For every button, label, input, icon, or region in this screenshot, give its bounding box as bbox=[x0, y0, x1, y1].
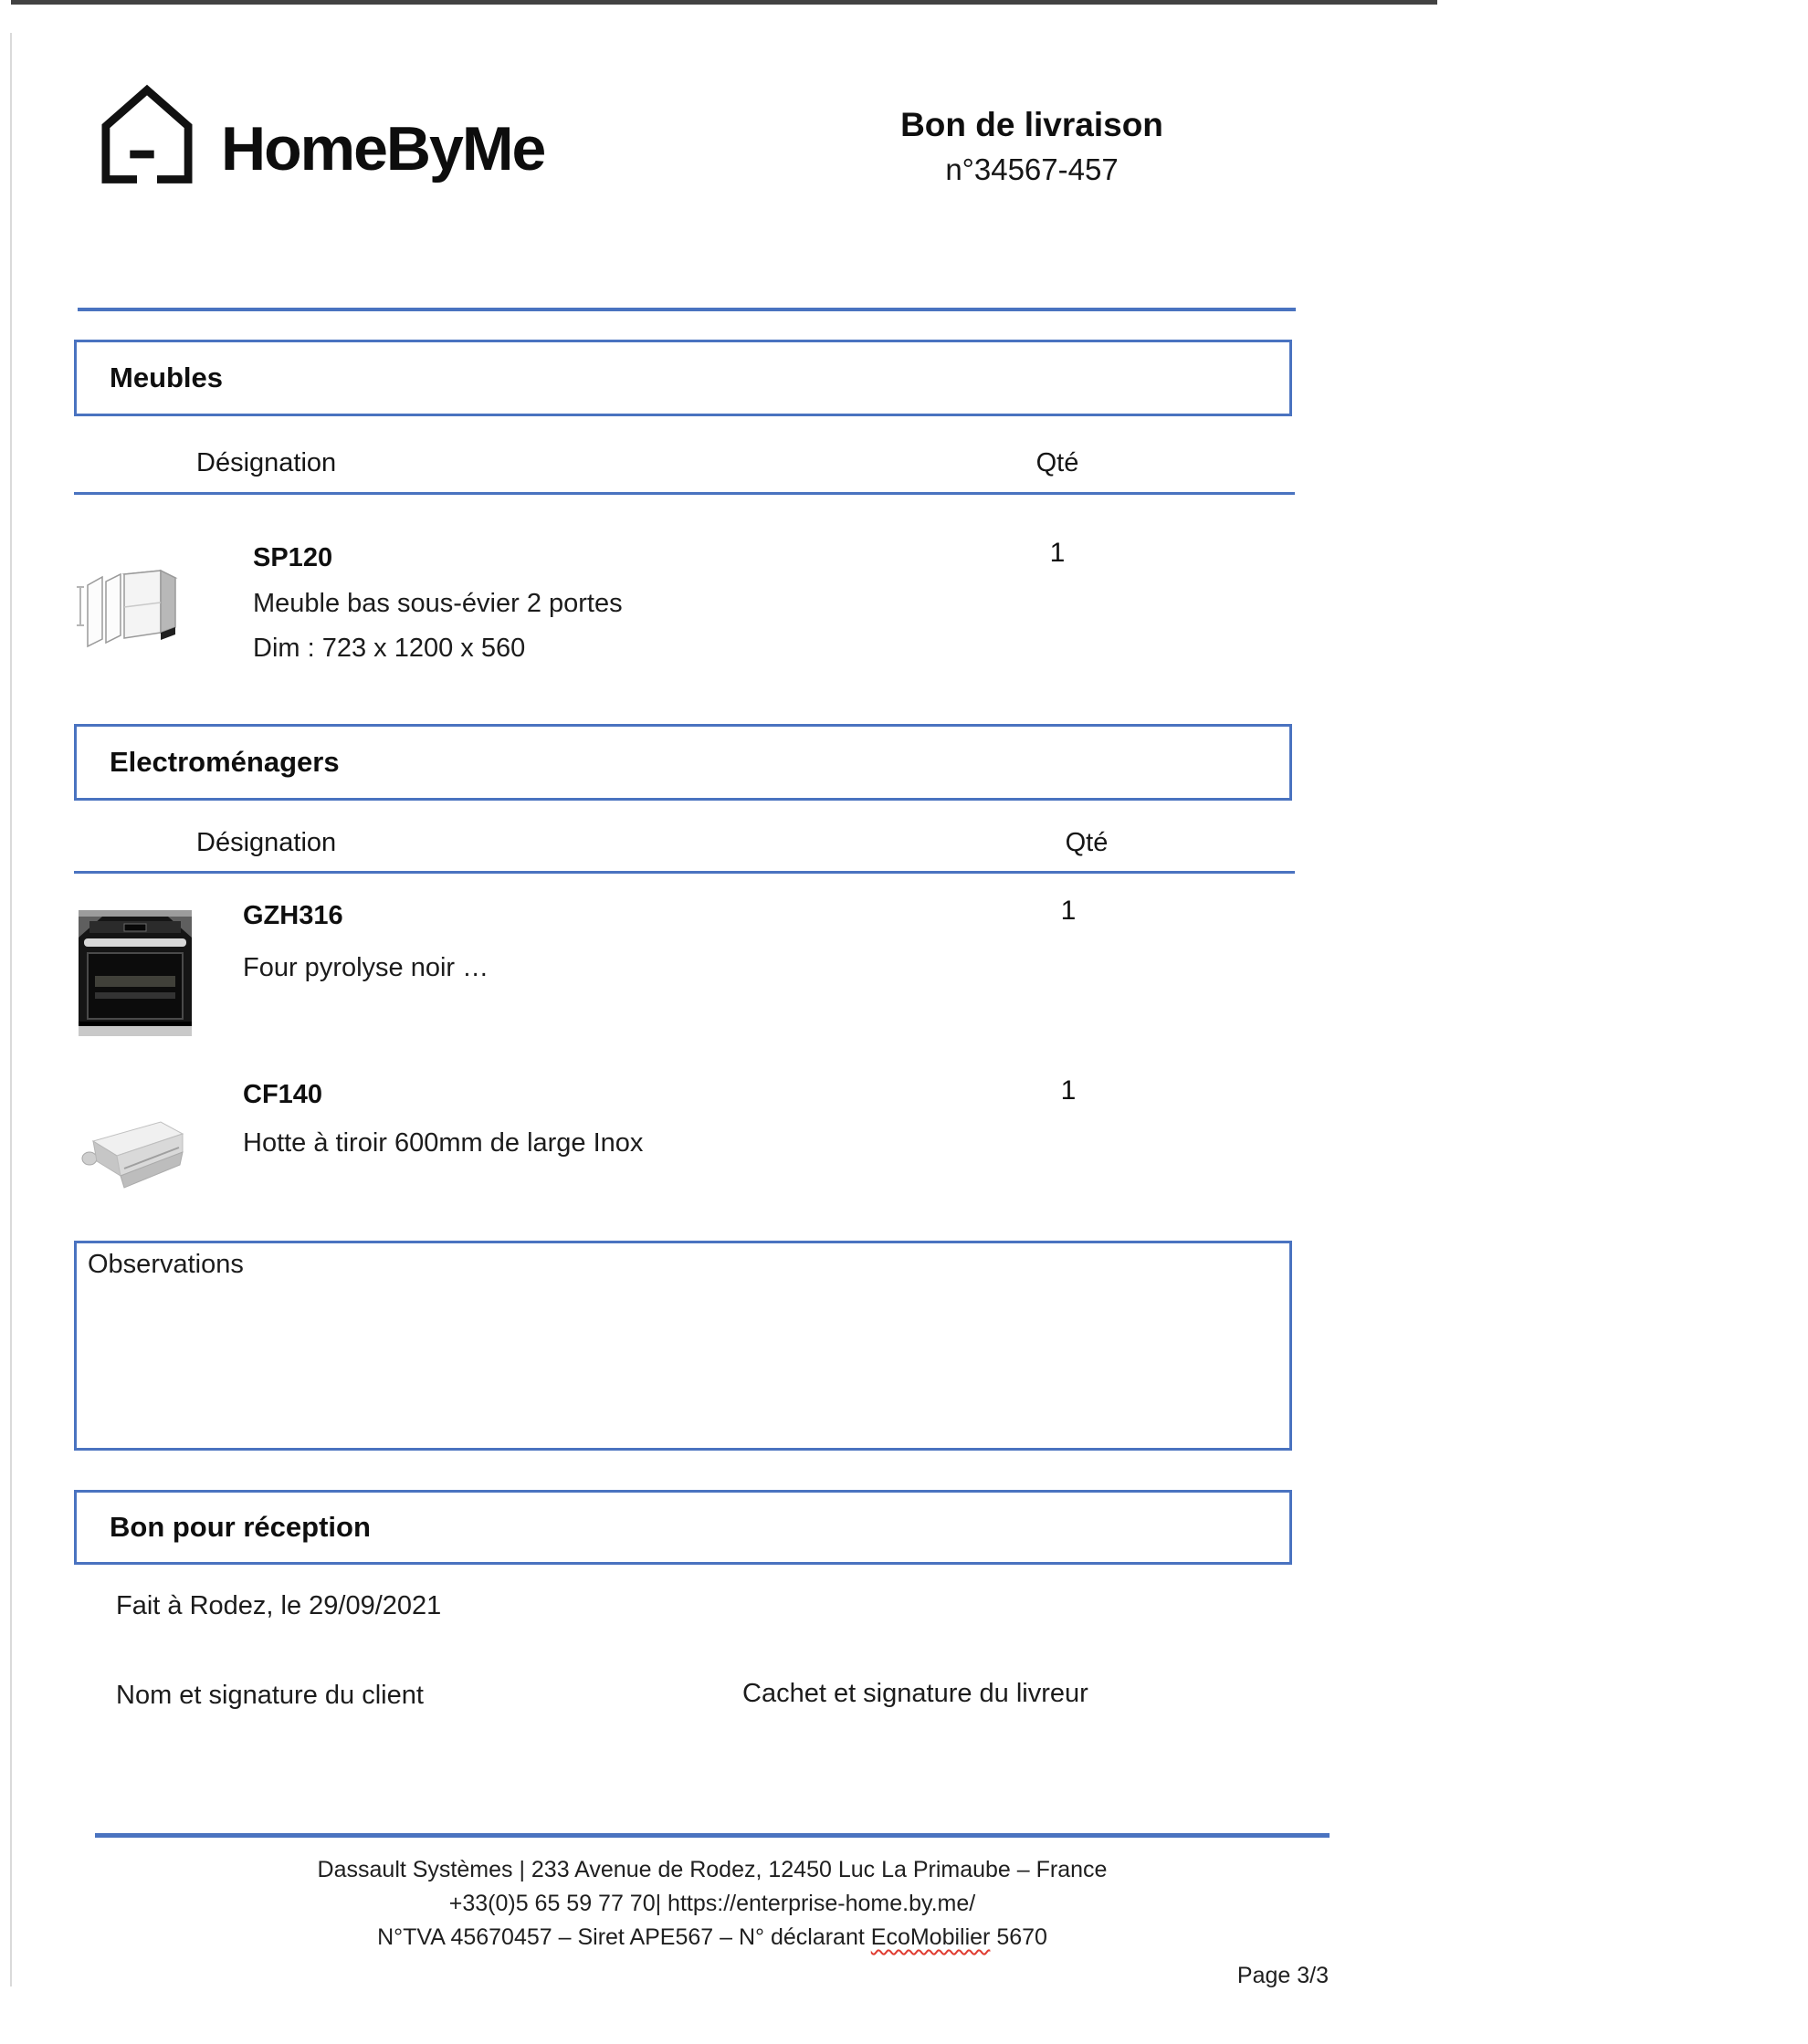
product-code: CF140 bbox=[243, 1080, 323, 1109]
place-date-line: Fait à Rodez, le 29/09/2021 bbox=[116, 1591, 442, 1620]
product-code: SP120 bbox=[253, 543, 333, 572]
section-header-reception bbox=[74, 1490, 1292, 1565]
footer-contact-line: +33(0)5 65 59 77 70| https://enterprise-home.by.me/ bbox=[448, 1891, 976, 1916]
sp120-product-image bbox=[73, 554, 199, 656]
column-header-qty-meubles: Qté bbox=[1035, 448, 1079, 477]
section-title-reception: Bon pour réception bbox=[110, 1511, 371, 1543]
homebyme-house-logo-icon bbox=[95, 84, 199, 184]
section-title-meubles: Meubles bbox=[110, 362, 224, 393]
deliverer-signature-label: Cachet et signature du livreur bbox=[742, 1679, 1088, 1708]
page-number: Page 3/3 bbox=[1236, 1963, 1329, 1988]
footer-company-line: Dassault Systèmes | 233 Avenue de Rodez, 12450 Luc La Primaube – France bbox=[317, 1857, 1108, 1882]
footer-legal-suffix: 5670 bbox=[990, 1924, 1047, 1950]
page-top-edge-shadow bbox=[11, 0, 1437, 5]
top-separator-line bbox=[78, 308, 1296, 311]
product-description: Hotte à tiroir 600mm de large Inox bbox=[243, 1128, 644, 1158]
product-code: GZH316 bbox=[243, 901, 343, 930]
column-header-qty-electromenagers: Qté bbox=[1065, 828, 1109, 857]
document-title-block bbox=[854, 104, 1210, 188]
product-dimensions: Dim : 723 x 1200 x 560 bbox=[253, 634, 526, 663]
product-qty: 1 bbox=[1060, 896, 1077, 926]
client-signature-label: Nom et signature du client bbox=[116, 1681, 424, 1710]
document-title: Bon de livraison bbox=[900, 106, 1163, 143]
column-underline-electromenagers bbox=[74, 871, 1295, 874]
column-underline-meubles bbox=[74, 492, 1295, 495]
footer-legal-line bbox=[95, 1924, 1330, 1951]
gzh316-product-image bbox=[79, 910, 192, 1036]
column-header-designation-meubles: Désignation bbox=[196, 448, 337, 477]
section-header-meubles bbox=[74, 340, 1292, 416]
footer-separator-line bbox=[95, 1833, 1330, 1838]
cf140-product-image bbox=[80, 1114, 192, 1198]
column-header-designation-electromenagers: Désignation bbox=[196, 828, 337, 857]
observations-label: Observations bbox=[88, 1250, 244, 1279]
observations-box bbox=[74, 1241, 1292, 1451]
footer-legal-flagged-word: EcoMobilier bbox=[870, 1924, 991, 1950]
footer-legal-prefix: N°TVA 45670457 – Siret APE567 – N° déclarant bbox=[377, 1924, 871, 1950]
section-header-electromenagers bbox=[74, 724, 1292, 801]
product-qty: 1 bbox=[1060, 1075, 1077, 1106]
product-qty: 1 bbox=[1049, 538, 1066, 568]
product-description: Four pyrolyse noir … bbox=[243, 953, 489, 982]
page-left-edge-line bbox=[10, 33, 12, 1986]
document-number: n°34567-457 bbox=[945, 152, 1119, 186]
section-title-electromenagers: Electroménagers bbox=[110, 746, 340, 778]
product-description: Meuble bas sous-évier 2 portes bbox=[253, 589, 623, 618]
brand-name: HomeByMe bbox=[221, 114, 545, 183]
